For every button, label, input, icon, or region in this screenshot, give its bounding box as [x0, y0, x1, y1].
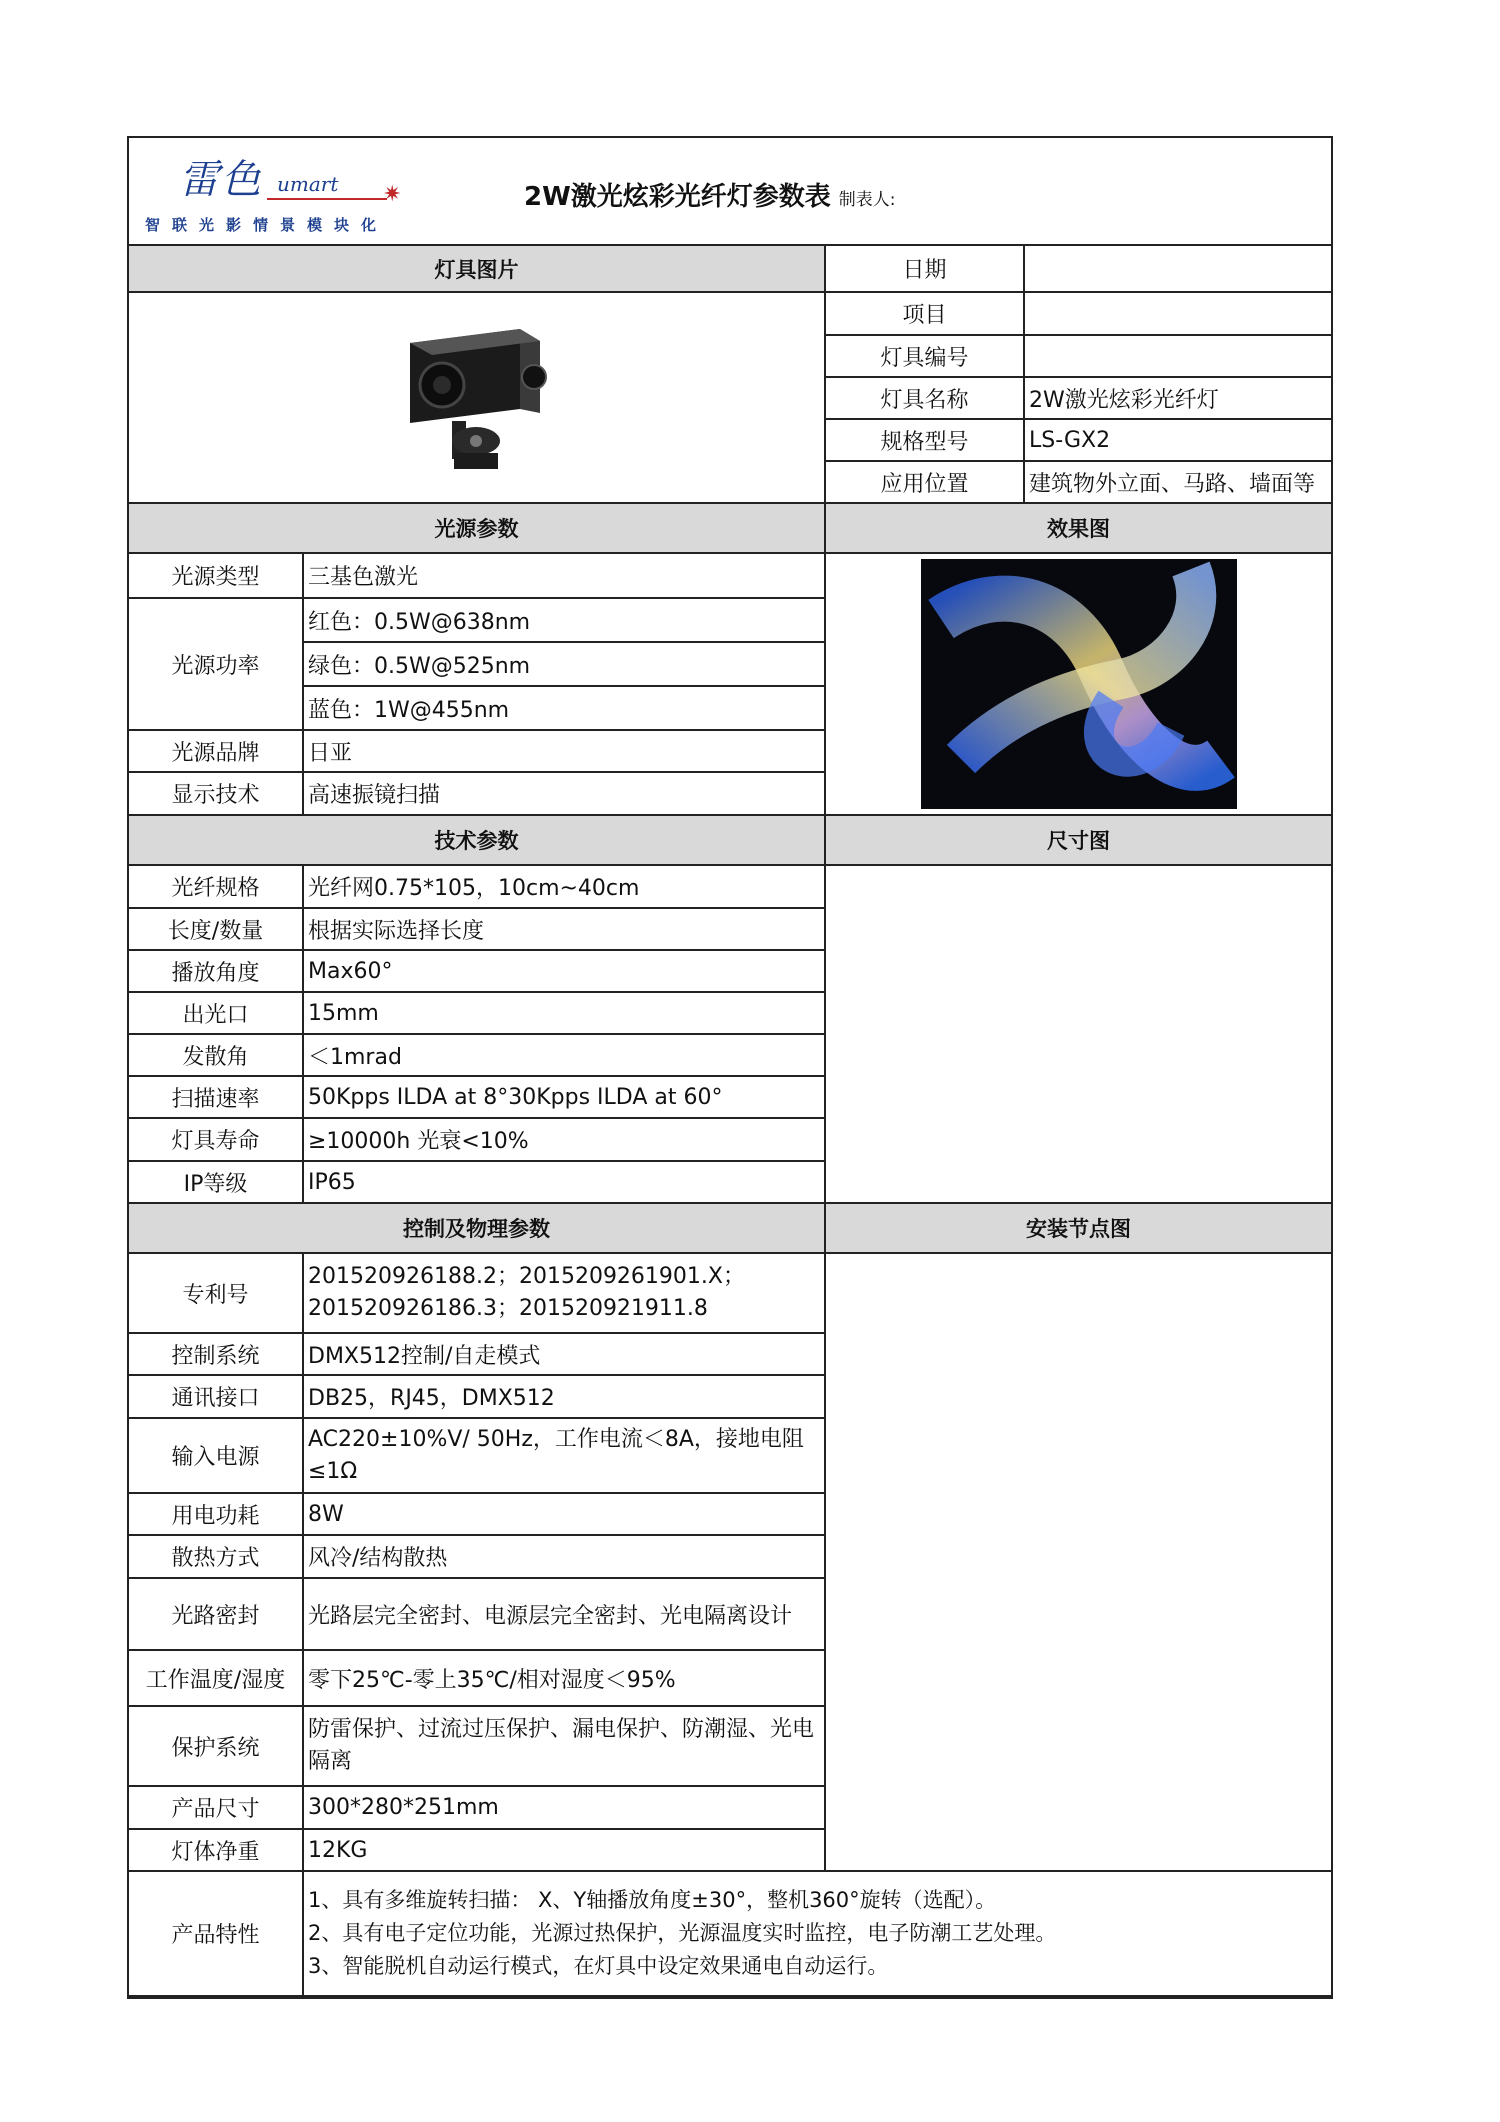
tech-label: 灯具寿命 — [129, 1118, 303, 1161]
section-control: 控制及物理参数 — [129, 1204, 825, 1253]
display-tech-value: 高速振镜扫描 — [303, 772, 825, 815]
feature-line: 2、具有电子定位功能，光源过热保护，光源温度实时监控，电子防潮工艺处理。 — [308, 1921, 1057, 1945]
tech-label: 扫描速率 — [129, 1076, 303, 1118]
info-label: 项目 — [825, 292, 1024, 335]
light-brand-value: 日亚 — [303, 730, 825, 772]
effect-drawing — [921, 559, 1237, 809]
effect-image — [921, 559, 1237, 809]
info-label: 日期 — [825, 246, 1024, 292]
control-label: 输入电源 — [129, 1418, 303, 1493]
section-dimension: 尺寸图 — [825, 816, 1331, 865]
top-table — [129, 246, 1331, 504]
control-label: 灯体净重 — [129, 1829, 303, 1871]
section-effect: 效果图 — [825, 504, 1331, 553]
info-label: 灯具编号 — [825, 335, 1024, 377]
dimension-drawing-cell — [825, 865, 1331, 1203]
control-value: 零下25℃-零上35℃/相对湿度＜95% — [303, 1650, 825, 1706]
control-label: 用电功耗 — [129, 1493, 303, 1535]
control-label: 保护系统 — [129, 1706, 303, 1786]
tech-value: 光纤网0.75*105，10cm~40cm — [303, 865, 825, 908]
info-label: 应用位置 — [825, 461, 1024, 503]
tech-label: 长度/数量 — [129, 908, 303, 950]
logo-name-cn: 雷色 — [179, 157, 263, 203]
tech-value: 15mm — [303, 992, 825, 1034]
control-label: 通讯接口 — [129, 1375, 303, 1418]
info-value: LS-GX2 — [1024, 419, 1331, 461]
info-value: 建筑物外立面、马路、墙面等 — [1024, 461, 1331, 503]
features-table — [129, 1872, 1331, 1997]
light-source-table — [129, 504, 1331, 816]
tech-label: 发散角 — [129, 1034, 303, 1076]
maker-label: 制表人: — [838, 190, 896, 210]
sheet-header — [129, 138, 1331, 246]
light-type-label: 光源类型 — [129, 553, 303, 598]
control-value: AC220±10%V/ 50Hz，工作电流＜8A，接地电阻≤1Ω — [303, 1418, 825, 1493]
light-power-green: 绿色：0.5W@525nm — [303, 642, 825, 686]
light-power-label: 光源功率 — [129, 598, 303, 730]
light-brand-label: 光源品牌 — [129, 730, 303, 772]
company-logo — [137, 144, 437, 240]
features-label: 产品特性 — [129, 1872, 303, 1996]
lamp-image — [392, 313, 562, 483]
control-label: 工作温度/湿度 — [129, 1650, 303, 1706]
control-value: 防雷保护、过流过压保护、漏电保护、防潮湿、光电隔离 — [303, 1706, 825, 1786]
tech-value: 50Kpps ILDA at 8°30Kpps ILDA at 60° — [303, 1076, 825, 1118]
logo-underline — [267, 198, 387, 200]
info-label: 规格型号 — [825, 419, 1024, 461]
section-install: 安装节点图 — [825, 1204, 1331, 1253]
section-light-source: 光源参数 — [129, 504, 825, 553]
info-value — [1024, 292, 1331, 335]
tech-value: Max60° — [303, 950, 825, 992]
control-label: 控制系统 — [129, 1333, 303, 1375]
lamp-drawing — [392, 313, 562, 483]
control-value: DMX512控制/自走模式 — [303, 1333, 825, 1375]
tech-value: IP65 — [303, 1161, 825, 1203]
section-technical: 技术参数 — [129, 816, 825, 865]
section-lamp-image: 灯具图片 — [129, 246, 825, 292]
sheet-title: 2W激光炫彩光纤灯参数表 — [524, 182, 831, 212]
info-value: 2W激光炫彩光纤灯 — [1024, 377, 1331, 419]
display-tech-label: 显示技术 — [129, 772, 303, 815]
light-type-value: 三基色激光 — [303, 553, 825, 598]
logo-name-en: umart — [277, 172, 339, 196]
tech-label: 出光口 — [129, 992, 303, 1034]
control-value: 光路层完全密封、电源层完全密封、光电隔离设计 — [303, 1578, 825, 1650]
lamp-image-cell — [129, 292, 825, 503]
control-label: 散热方式 — [129, 1535, 303, 1578]
tech-label: 光纤规格 — [129, 865, 303, 908]
feature-line: 1、具有多维旋转扫描： X、Y轴播放角度±30°，整机360°旋转（选配）。 — [308, 1888, 997, 1912]
control-value: 12KG — [303, 1829, 825, 1871]
tech-label: IP等级 — [129, 1161, 303, 1203]
logo-slogan: 智联光影情景模块化 — [145, 216, 389, 234]
control-value: DB25，RJ45，DMX512 — [303, 1375, 825, 1418]
light-power-blue: 蓝色：1W@455nm — [303, 686, 825, 730]
logo-star-icon: ✷ — [383, 182, 402, 207]
sheet-title-row — [524, 176, 896, 213]
install-drawing-cell — [825, 1253, 1331, 1871]
technical-table — [129, 816, 1331, 1204]
control-table — [129, 1204, 1331, 1872]
control-value: 8W — [303, 1493, 825, 1535]
feature-line: 3、智能脱机自动运行模式，在灯具中设定效果通电自动运行。 — [308, 1954, 889, 1978]
control-label: 光路密封 — [129, 1578, 303, 1650]
control-label: 产品尺寸 — [129, 1786, 303, 1829]
control-label: 专利号 — [129, 1253, 303, 1333]
features-value — [303, 1872, 1331, 1996]
tech-label: 播放角度 — [129, 950, 303, 992]
control-value: 风冷/结构散热 — [303, 1535, 825, 1578]
spec-sheet — [127, 136, 1333, 1999]
info-value — [1024, 335, 1331, 377]
control-value: 201520926188.2；2015209261901.X；201520926186.3；201520921911.8 — [303, 1253, 825, 1333]
tech-value: ＜1mrad — [303, 1034, 825, 1076]
light-power-red: 红色：0.5W@638nm — [303, 598, 825, 642]
info-label: 灯具名称 — [825, 377, 1024, 419]
info-value — [1024, 246, 1331, 292]
effect-image-cell — [825, 553, 1331, 815]
control-value: 300*280*251mm — [303, 1786, 825, 1829]
tech-value: ≥10000h 光衰<10% — [303, 1118, 825, 1161]
tech-value: 根据实际选择长度 — [303, 908, 825, 950]
